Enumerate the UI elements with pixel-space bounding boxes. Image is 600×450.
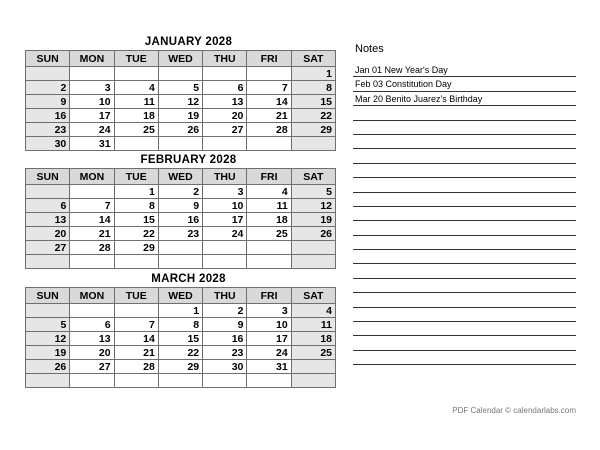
month-grid [25,50,336,151]
month-grid [25,287,336,388]
empty-day-cell [291,241,335,255]
empty-day-cell [70,67,114,81]
week-row [26,360,336,374]
day-cell: 11 [114,95,158,109]
note-line [353,351,576,365]
month-title: JANUARY 2028 [144,36,233,48]
empty-day-cell [114,137,158,151]
day-cell: 20 [203,109,247,123]
day-cell: 30 [26,137,70,151]
weekday-header: SAT [291,288,335,304]
day-cell: 8 [291,81,335,95]
day-cell: 4 [247,185,291,199]
empty-day-cell [203,374,247,388]
day-cell: 13 [26,213,70,227]
day-cell: 23 [203,346,247,360]
day-cell: 27 [26,241,70,255]
day-cell: 16 [26,109,70,123]
weekday-header: FRI [247,288,291,304]
day-cell: 24 [247,346,291,360]
note-line [353,121,576,135]
day-cell: 10 [70,95,114,109]
notes-list [353,63,576,365]
day-cell: 4 [114,81,158,95]
day-cell: 18 [291,332,335,346]
day-cell: 11 [247,199,291,213]
day-cell: 5 [158,81,202,95]
note-line [353,264,576,278]
empty-day-cell [114,67,158,81]
day-cell: 13 [70,332,114,346]
weekday-header-row [26,288,336,304]
notes-title: Notes [355,43,384,55]
week-row [26,81,336,95]
note-line [353,336,576,350]
day-cell: 14 [70,213,114,227]
empty-day-cell [70,374,114,388]
weekday-header: THU [203,169,247,185]
day-cell: 29 [158,360,202,374]
day-cell: 17 [70,109,114,123]
week-row [26,95,336,109]
week-row [26,199,336,213]
week-row [26,304,336,318]
day-cell: 25 [247,227,291,241]
day-cell: 19 [291,213,335,227]
day-cell: 31 [247,360,291,374]
day-cell: 1 [158,304,202,318]
empty-day-cell [158,137,202,151]
day-cell: 31 [70,137,114,151]
day-cell: 23 [158,227,202,241]
day-cell: 10 [203,199,247,213]
day-cell: 5 [26,318,70,332]
day-cell: 8 [114,199,158,213]
week-row [26,255,336,269]
day-cell: 25 [114,123,158,137]
day-cell: 9 [158,199,202,213]
weekday-header: SAT [291,169,335,185]
day-cell: 10 [247,318,291,332]
day-cell: 26 [291,227,335,241]
day-cell: 26 [158,123,202,137]
day-cell: 29 [291,123,335,137]
note-line: Feb 03 Constitution Day [353,77,576,91]
note-line [353,293,576,307]
weekday-header: THU [203,51,247,67]
empty-day-cell [247,255,291,269]
day-cell: 21 [114,346,158,360]
week-row [26,227,336,241]
note-line [353,149,576,163]
day-cell: 28 [70,241,114,255]
day-cell: 16 [158,213,202,227]
note-line [353,207,576,221]
calendar-january [25,35,336,151]
day-cell: 15 [291,95,335,109]
day-cell: 15 [158,332,202,346]
note-line [353,106,576,120]
week-row [26,374,336,388]
day-cell: 3 [247,304,291,318]
week-row [26,67,336,81]
empty-day-cell [247,67,291,81]
day-cell: 20 [26,227,70,241]
note-line [353,164,576,178]
day-cell: 19 [26,346,70,360]
day-cell: 21 [70,227,114,241]
empty-day-cell [203,67,247,81]
note-line [353,250,576,264]
day-cell: 14 [114,332,158,346]
empty-day-cell [291,360,335,374]
weekday-header-row [26,51,336,67]
day-cell: 1 [114,185,158,199]
weekday-header: WED [158,169,202,185]
weekday-header: THU [203,288,247,304]
day-cell: 17 [203,213,247,227]
week-row [26,137,336,151]
week-row [26,332,336,346]
day-cell: 17 [247,332,291,346]
day-cell: 12 [158,95,202,109]
day-cell: 18 [114,109,158,123]
month-grid [25,168,336,269]
day-cell: 5 [291,185,335,199]
day-cell: 7 [247,81,291,95]
empty-day-cell [70,255,114,269]
note-line [353,236,576,250]
day-cell: 6 [26,199,70,213]
footer-credit: PDF Calendar © calendarlabs.com [452,406,576,415]
empty-day-cell [26,185,70,199]
week-row [26,346,336,360]
empty-day-cell [291,137,335,151]
note-line [353,135,576,149]
day-cell: 27 [70,360,114,374]
day-cell: 20 [70,346,114,360]
weekday-header: MON [70,288,114,304]
day-cell: 30 [203,360,247,374]
weekday-header: WED [158,288,202,304]
day-cell: 9 [26,95,70,109]
note-line [353,279,576,293]
weekday-header: FRI [247,51,291,67]
weekday-header: SUN [26,288,70,304]
day-cell: 14 [247,95,291,109]
week-row [26,109,336,123]
note-line [353,221,576,235]
empty-day-cell [247,137,291,151]
empty-day-cell [247,374,291,388]
weekday-header: TUE [114,169,158,185]
empty-day-cell [203,137,247,151]
note-line [353,308,576,322]
month-title: FEBRUARY 2028 [140,154,237,166]
day-cell: 7 [114,318,158,332]
day-cell: 26 [26,360,70,374]
empty-day-cell [203,255,247,269]
day-cell: 21 [247,109,291,123]
note-line: Jan 01 New Year's Day [353,63,576,77]
weekday-header: FRI [247,169,291,185]
empty-day-cell [70,304,114,318]
day-cell: 18 [247,213,291,227]
empty-day-cell [114,304,158,318]
weekday-header: TUE [114,51,158,67]
empty-day-cell [158,241,202,255]
empty-day-cell [26,304,70,318]
day-cell: 19 [158,109,202,123]
day-cell: 12 [291,199,335,213]
day-cell: 9 [203,318,247,332]
empty-day-cell [158,374,202,388]
weekday-header-row [26,169,336,185]
day-cell: 3 [203,185,247,199]
empty-day-cell [158,255,202,269]
weekday-header: MON [70,169,114,185]
day-cell: 24 [203,227,247,241]
empty-day-cell [247,241,291,255]
day-cell: 28 [247,123,291,137]
empty-day-cell [26,67,70,81]
weekday-header: WED [158,51,202,67]
weekday-header: TUE [114,288,158,304]
empty-day-cell [291,374,335,388]
day-cell: 1 [291,67,335,81]
weekday-header: MON [70,51,114,67]
note-line [353,193,576,207]
calendar-march [25,272,336,388]
day-cell: 11 [291,318,335,332]
day-cell: 25 [291,346,335,360]
calendar-february [25,153,336,269]
day-cell: 7 [70,199,114,213]
week-row [26,123,336,137]
day-cell: 6 [70,318,114,332]
empty-day-cell [158,67,202,81]
week-row [26,318,336,332]
month-title: MARCH 2028 [151,273,226,285]
note-line: Mar 20 Benito Juarez's Birthday [353,92,576,106]
day-cell: 22 [114,227,158,241]
empty-day-cell [114,255,158,269]
note-line [353,322,576,336]
day-cell: 2 [26,81,70,95]
day-cell: 13 [203,95,247,109]
weekday-header: SUN [26,51,70,67]
empty-day-cell [114,374,158,388]
day-cell: 29 [114,241,158,255]
day-cell: 22 [158,346,202,360]
note-line [353,178,576,192]
empty-day-cell [203,241,247,255]
day-cell: 16 [203,332,247,346]
day-cell: 28 [114,360,158,374]
day-cell: 4 [291,304,335,318]
day-cell: 24 [70,123,114,137]
day-cell: 2 [158,185,202,199]
day-cell: 12 [26,332,70,346]
weekday-header: SUN [26,169,70,185]
day-cell: 15 [114,213,158,227]
day-cell: 27 [203,123,247,137]
empty-day-cell [70,185,114,199]
week-row [26,213,336,227]
weekday-header: SAT [291,51,335,67]
day-cell: 22 [291,109,335,123]
week-row [26,241,336,255]
day-cell: 3 [70,81,114,95]
empty-day-cell [26,374,70,388]
day-cell: 8 [158,318,202,332]
day-cell: 6 [203,81,247,95]
day-cell: 2 [203,304,247,318]
empty-day-cell [291,255,335,269]
day-cell: 23 [26,123,70,137]
empty-day-cell [26,255,70,269]
week-row [26,185,336,199]
